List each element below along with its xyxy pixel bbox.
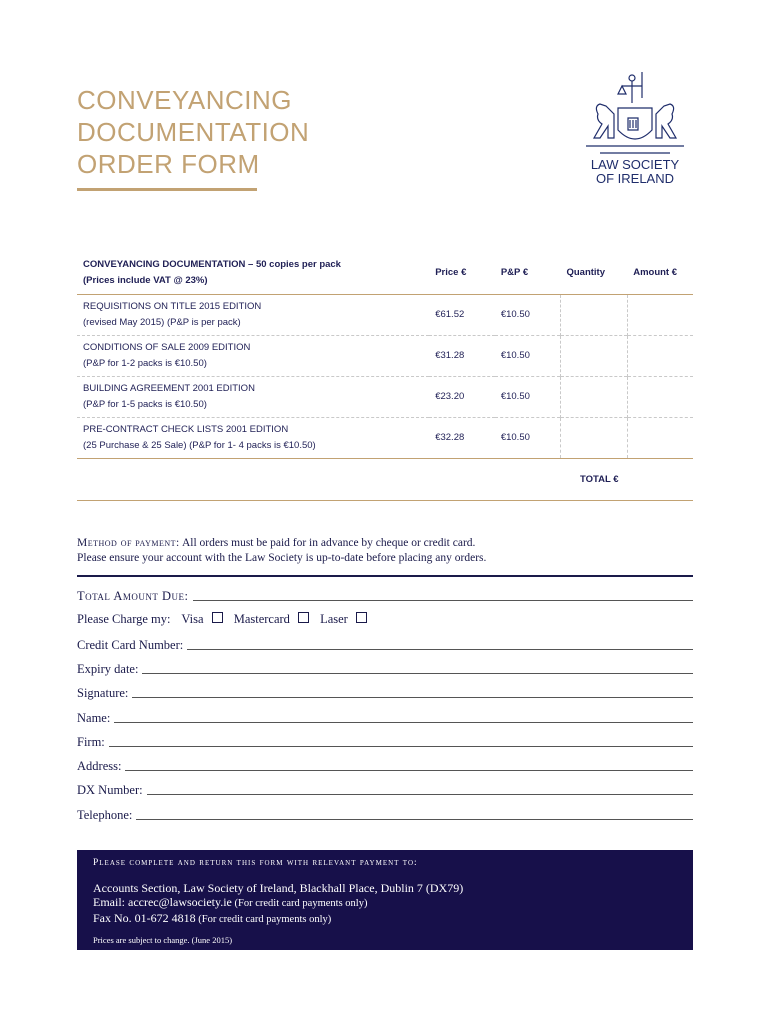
payment-method-text bbox=[77, 536, 693, 566]
footer-email-note: (For credit card payments only) bbox=[231, 898, 368, 909]
column-header-pp: P&P € bbox=[500, 267, 529, 279]
name-field[interactable] bbox=[77, 710, 693, 726]
column-header-price: Price € bbox=[435, 267, 467, 279]
row-title: BUILDING AGREEMENT 2001 EDITION bbox=[83, 382, 255, 394]
footer-price-note: Prices are subject to change. (June 2015) bbox=[93, 935, 233, 945]
footer-email: Email: accrec@lawsociety.ie bbox=[93, 895, 232, 909]
signature-label: Signature: bbox=[77, 686, 129, 700]
mastercard-label: Mastercard bbox=[233, 612, 290, 626]
address-field[interactable] bbox=[77, 758, 693, 774]
page-title bbox=[77, 84, 309, 180]
firm-label: Firm: bbox=[77, 735, 105, 749]
row-pp: €10.50 bbox=[500, 432, 530, 443]
logo-line-1: LAW SOCIETY bbox=[590, 157, 680, 172]
laser-checkbox[interactable] bbox=[356, 612, 367, 623]
column-header-quantity: Quantity bbox=[566, 267, 605, 279]
return-instructions-box bbox=[77, 850, 693, 950]
row-price: €32.28 bbox=[435, 432, 465, 443]
total-amount-due-label: Total Amount Due: bbox=[77, 589, 189, 603]
row-pp: €10.50 bbox=[500, 391, 530, 402]
signature-field[interactable] bbox=[77, 685, 693, 701]
dx-number-field[interactable] bbox=[77, 782, 693, 798]
table-heading-line-2: (Prices include VAT @ 23%) bbox=[83, 275, 208, 287]
title-divider bbox=[77, 188, 257, 191]
charge-label: Please Charge my: bbox=[77, 612, 171, 626]
telephone-label: Telephone: bbox=[77, 808, 133, 822]
footer-fax-note: (For credit card payments only) bbox=[195, 914, 332, 925]
firm-field[interactable] bbox=[77, 734, 693, 750]
row-pp: €10.50 bbox=[500, 309, 530, 320]
amount-input-cell[interactable] bbox=[627, 417, 693, 458]
quantity-input-cell[interactable] bbox=[560, 376, 627, 417]
row-price: €31.28 bbox=[435, 350, 465, 361]
expiry-date-field[interactable] bbox=[77, 661, 693, 677]
footer-heading: Please complete and return this form with relevant payment to: bbox=[93, 858, 418, 868]
law-society-logo bbox=[575, 68, 695, 198]
credit-card-number-field[interactable] bbox=[77, 637, 693, 653]
table-header-row bbox=[77, 252, 693, 294]
row-price: €23.20 bbox=[435, 391, 465, 402]
payment-divider bbox=[77, 575, 693, 577]
row-subtitle: (25 Purchase & 25 Sale) (P&P for 1- 4 packs is €10.50) bbox=[83, 439, 316, 451]
table-row bbox=[77, 417, 693, 458]
row-title: REQUISITIONS ON TITLE 2015 EDITION bbox=[83, 300, 262, 312]
telephone-field[interactable] bbox=[77, 807, 693, 823]
visa-label: Visa bbox=[181, 612, 204, 626]
footer-fax: Fax No. 01-672 4818 bbox=[93, 911, 196, 925]
dx-number-label: DX Number: bbox=[77, 783, 143, 797]
credit-card-number-label: Credit Card Number: bbox=[77, 638, 184, 652]
row-subtitle: (P&P for 1-5 packs is €10.50) bbox=[83, 398, 207, 410]
payment-method-label: Method of payment: bbox=[77, 537, 180, 549]
card-type-selector bbox=[77, 612, 375, 627]
row-subtitle: (P&P for 1-2 packs is €10.50) bbox=[83, 357, 207, 369]
table-heading-line-1: CONVEYANCING DOCUMENTATION – 50 copies per pack bbox=[83, 259, 341, 271]
expiry-date-label: Expiry date: bbox=[77, 662, 139, 676]
amount-input-cell[interactable] bbox=[627, 335, 693, 376]
row-subtitle: (revised May 2015) (P&P is per pack) bbox=[83, 316, 241, 328]
amount-input-cell[interactable] bbox=[627, 376, 693, 417]
payment-method-text-2: Please ensure your account with the Law Society is up-to-date before placing any orders. bbox=[77, 552, 487, 564]
table-heading bbox=[77, 252, 429, 294]
column-header-amount: Amount € bbox=[633, 267, 678, 279]
laser-label: Laser bbox=[320, 612, 348, 626]
row-description bbox=[77, 417, 429, 458]
quantity-input-cell[interactable] bbox=[560, 335, 627, 376]
total-amount-due-field[interactable] bbox=[77, 588, 693, 604]
crest-icon bbox=[580, 68, 690, 158]
row-title: CONDITIONS OF SALE 2009 EDITION bbox=[83, 341, 251, 353]
documents-table bbox=[77, 252, 693, 459]
amount-input-cell[interactable] bbox=[627, 294, 693, 335]
name-label: Name: bbox=[77, 711, 111, 725]
visa-checkbox[interactable] bbox=[212, 612, 223, 623]
row-description bbox=[77, 335, 429, 376]
table-row bbox=[77, 376, 693, 417]
mastercard-checkbox[interactable] bbox=[298, 612, 309, 623]
quantity-input-cell[interactable] bbox=[560, 294, 627, 335]
title-line-3: ORDER FORM bbox=[77, 149, 260, 179]
address-label: Address: bbox=[77, 759, 122, 773]
title-line-1: CONVEYANCING bbox=[77, 85, 292, 115]
row-description bbox=[77, 376, 429, 417]
row-title: PRE-CONTRACT CHECK LISTS 2001 EDITION bbox=[83, 423, 289, 435]
footer-address: Accounts Section, Law Society of Ireland, Blackhall Place, Dublin 7 (DX79) bbox=[93, 881, 464, 895]
table-row bbox=[77, 335, 693, 376]
logo-line-2: OF IRELAND bbox=[595, 171, 674, 186]
payment-method-text-1: All orders must be paid for in advance by cheque or credit card. bbox=[179, 537, 476, 549]
row-description bbox=[77, 294, 429, 335]
quantity-input-cell[interactable] bbox=[560, 417, 627, 458]
title-line-2: DOCUMENTATION bbox=[77, 117, 310, 147]
row-pp: €10.50 bbox=[500, 350, 530, 361]
total-row bbox=[77, 460, 693, 501]
row-price: €61.52 bbox=[435, 309, 465, 320]
total-label: TOTAL € bbox=[580, 474, 619, 485]
table-row bbox=[77, 294, 693, 335]
